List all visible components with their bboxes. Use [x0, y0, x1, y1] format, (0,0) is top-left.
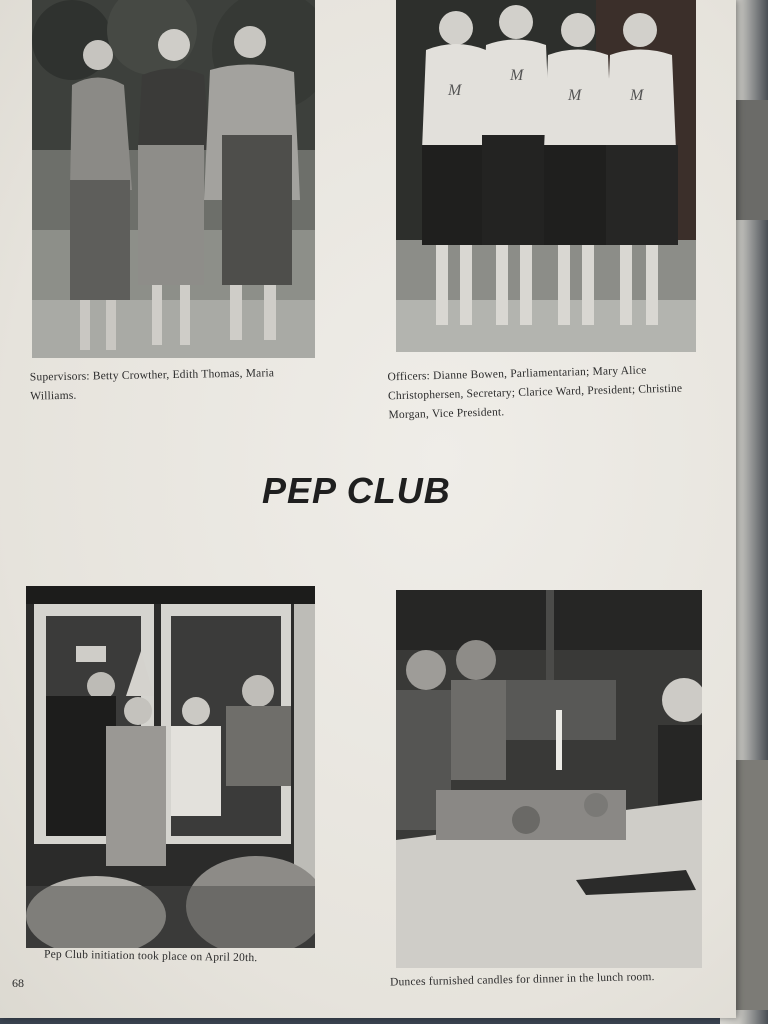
page-title: PEP CLUB: [262, 470, 451, 511]
sweater-letter: M: [568, 87, 582, 104]
officers-photo: [396, 0, 696, 352]
supervisors-photo: [32, 0, 315, 358]
officers-caption: Officers: Dianne Bowen, Parliamentarian; Mary Alice Christophersen, Secretary; Clarice Ward, President; Christine Morgan, Vice President.: [387, 364, 683, 422]
sweater-letter: M: [510, 67, 524, 84]
sweater-letter: M: [630, 87, 644, 104]
supervisors-photo-image: [32, 0, 315, 358]
initiation-photo: [26, 586, 315, 948]
dunces-photo: [396, 590, 702, 968]
sweater-letter: M: [448, 82, 462, 99]
dunces-caption: Dunces furnished candles for dinner in the lunch room.: [389, 971, 655, 989]
dunces-photo-image: [396, 590, 702, 968]
initiation-caption: Pep Club initiation took place on April 20th.: [43, 948, 258, 965]
initiation-photo-image: [26, 586, 315, 948]
officers-photo-image: [396, 0, 696, 352]
page-number: 68: [12, 976, 24, 990]
supervisors-caption: Supervisors: Betty Crowther, Edith Thomas, Maria Williams.: [29, 367, 275, 403]
